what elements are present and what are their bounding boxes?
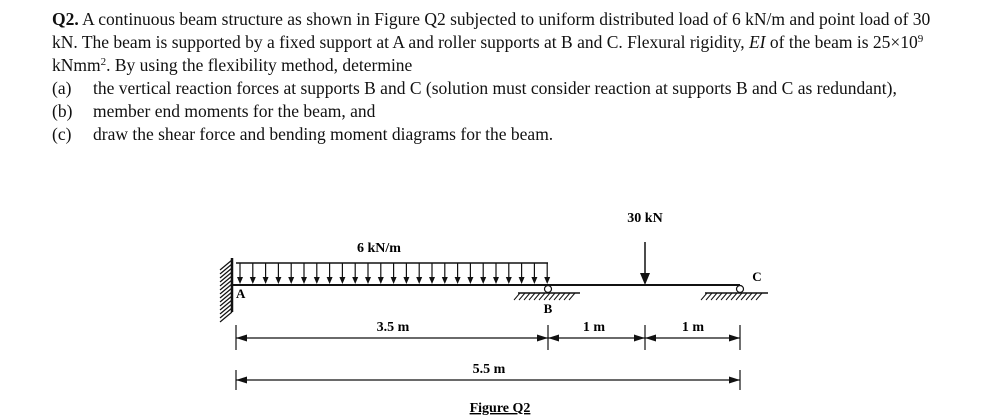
udl-arrow — [352, 263, 358, 284]
point-load-arrow — [640, 242, 650, 285]
dimension-lines — [236, 325, 740, 390]
point-load-label: 30 kN — [627, 211, 663, 226]
udl-arrow — [391, 263, 397, 284]
dim-label-ab: 3.5 m — [376, 320, 410, 335]
udl-arrow — [327, 263, 333, 284]
fixed-support-a — [220, 258, 232, 322]
support-b-label: B — [543, 301, 553, 316]
udl-arrow — [365, 263, 371, 284]
dim-label-b-load: 1 m — [582, 320, 606, 335]
roller-support-b — [514, 286, 580, 301]
udl-arrow — [378, 263, 384, 284]
question-part-a: (a) the vertical reaction forces at supports B and C (solution must consider reaction at supports B and C as redundant), — [52, 78, 897, 98]
udl-arrow — [455, 263, 461, 284]
support-c-label: C — [752, 269, 762, 284]
support-a-label: A — [236, 286, 246, 301]
udl-arrow — [493, 263, 499, 284]
udl-arrow — [314, 263, 320, 284]
udl-arrow — [531, 263, 537, 284]
udl-arrow — [288, 263, 294, 284]
udl-arrow — [467, 263, 473, 284]
udl-arrow — [339, 263, 345, 284]
question-intro: Q2. A continuous beam structure as shown in Figure Q2 subjected to uniform distributed load of 6 kN/m and point load of 30 kN. The beam is supported by a fixed support at A and roller supports at B and C. Flexural rigidity, EI of the beam is $25\times 10^9$ kNmm$^2$. By using the flexibility method, determine — [52, 9, 931, 75]
udl-arrow — [237, 263, 243, 284]
udl-arrow — [416, 263, 422, 284]
udl-arrow — [250, 263, 256, 284]
dim-label-total: 5.5 m — [472, 362, 506, 377]
udl-arrow — [429, 263, 435, 284]
udl-label: 6 kN/m — [357, 241, 401, 256]
udl-arrow — [480, 263, 486, 284]
udl-arrow — [519, 263, 525, 284]
udl-arrow — [403, 263, 409, 284]
distributed-load — [236, 263, 550, 284]
udl-arrow — [506, 263, 512, 284]
figure-caption: Figure Q2 — [469, 401, 531, 416]
udl-arrow — [275, 263, 281, 284]
question-part-b: (b) member end moments for the beam, and — [52, 101, 376, 121]
udl-arrow — [263, 263, 269, 284]
dim-label-load-c: 1 m — [681, 320, 705, 335]
question-part-c: (c) draw the shear force and bending moment diagrams for the beam. — [52, 124, 554, 144]
udl-arrow — [544, 263, 550, 284]
roller-support-c — [701, 286, 768, 301]
udl-arrow — [442, 263, 448, 284]
question-number: Q2. — [52, 9, 79, 29]
udl-arrow — [301, 263, 307, 284]
